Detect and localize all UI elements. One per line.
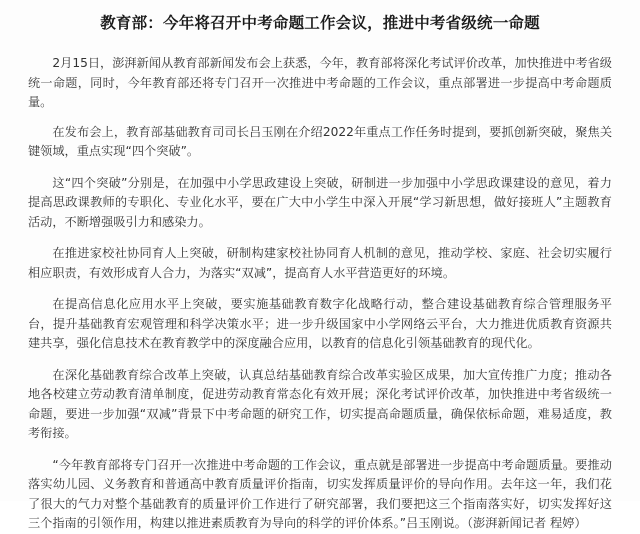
article-paragraph: “今年教育部将专门召开一次推进中考命题的工作会议，重点就是部署进一步提高中考命题质量。要推动落实幼儿园、义务教育和普通高中教育质量评价指南，切实发挥质量评价的导向作用。去年这一年，我们花了很大的气力对整个基础教育的质量评价工作进行了研究部署，我们要把这三个指南落实好，切实发挥好这三个指南的引领作用，构建以推进素质教育为导向的科学的评价体系。”吕玉刚说。（澎湃新闻记者 程婷）: [28, 457, 612, 530]
article-paragraph: 2月15日，澎湃新闻从教育部新闻发布会上获悉，今年，教育部将深化考试评价改革，加快推进中考省级统一命题，同时，今年教育部还将专门召开一次推进中考命题的工作会议，重点部署进一步提高中考命题质量。: [28, 56, 612, 109]
article-paragraph: 在深化基础教育综合改革上突破，认真总结基础教育综合改革实验区成果，加大宣传推广力度；推动各地各校建立劳动教育清单制度，促进劳动教育常态化有效开展；深化考试评价改革，加快推进中考省级统一命题，要进一步加强“双减”背景下中考命题的研究工作，切实提高命题质量，确保依标命题，难易适度，教考衔接。: [28, 367, 612, 440]
article-paragraph: 在推进家校社协同育人上突破，研制构建家校社协同育人机制的意见，推动学校、家庭、社会切实履行相应职责，有效形成育人合力，为落实“双减”，提高育人水平营造更好的环境。: [28, 246, 612, 280]
article-paragraph: 在提高信息化应用水平上突破，要实施基础教育数字化战略行动，整合建设基础教育综合管理服务平台，提升基础教育宏观管理和科学决策水平；进一步升级国家中小学网络云平台，大力推进优质教育资源共建共享，强化信息技术在教育教学中的深度融合应用，以教育的信息化引领基础教育的现代化。: [28, 297, 612, 350]
article-title: 教育部：今年将召开中考命题工作会议，推进中考省级统一命题: [100, 14, 540, 32]
article-paragraph: 这“四个突破”分别是，在加强中小学思政建设上突破，研制进一步加强中小学思政课建设的意见，着力提高思政课教师的专职化、专业化水平，要在广大中小学生中深入开展“学习新思想，做好接班人”主题教育活动，不断增强吸引力和感染力。: [28, 175, 612, 229]
article-paragraph: 在发布会上，教育部基础教育司司长吕玉刚在介绍2022年重点工作任务时提到，要抓创新突破，聚焦关键领域，重点实现“四个突破”。: [28, 124, 612, 158]
